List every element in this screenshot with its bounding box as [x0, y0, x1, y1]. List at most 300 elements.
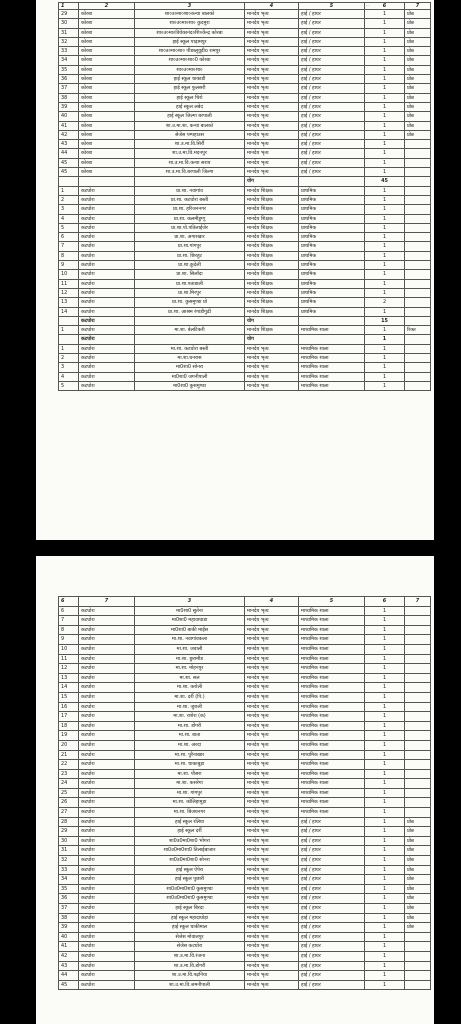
school-level-cell: हाई / हायर	[299, 904, 365, 914]
school-name-cell	[135, 316, 245, 325]
school-level-cell: माध्यमिक शाला	[299, 625, 365, 635]
block-cell: कटघोरा	[79, 270, 135, 279]
serial-no-cell: 16	[59, 702, 79, 712]
school-level-cell: हाई / हायर	[299, 942, 365, 952]
post-cell: मानदेय भृत्य	[245, 344, 299, 353]
remark-cell	[405, 344, 431, 353]
serial-no-cell: 32	[59, 37, 79, 46]
remark-cell	[405, 381, 431, 390]
post-cell: मानदेय भृत्य	[245, 817, 299, 827]
table-wrapper-2	[58, 596, 430, 990]
block-cell: कोरबा	[79, 65, 135, 74]
block-cell: कटघोरा	[79, 242, 135, 251]
remark-cell	[405, 177, 431, 186]
school-name-cell: शा0उ0मा0शा0 भोगरा	[135, 836, 245, 846]
table-row	[59, 149, 431, 158]
remark-cell	[405, 168, 431, 177]
school-name-cell: शा.उ.मा.वि.सिर्री	[135, 140, 245, 149]
serial-no-cell: 11	[59, 279, 79, 288]
count-cell: 1	[365, 980, 405, 990]
table-row	[59, 195, 431, 204]
school-name-cell: मा.शा. सल	[135, 673, 245, 683]
block-cell: कटघोरा	[79, 731, 135, 741]
school-level-cell: हाई / हायर	[299, 121, 365, 130]
table-row	[59, 251, 431, 260]
remark-cell	[405, 158, 431, 167]
remark-cell	[405, 683, 431, 693]
block-cell: कटघोरा	[79, 798, 135, 808]
school-level-cell	[299, 335, 365, 344]
school-name-cell: प्रा.शा. सिलाँदा	[135, 270, 245, 279]
post-cell: मानदेय भृत्य	[245, 130, 299, 139]
school-level-cell: प्राथमिक	[299, 288, 365, 297]
table-row	[59, 673, 431, 683]
school-name-cell: प्रा.शा. कटघोरा बस्ती	[135, 195, 245, 204]
remark-cell	[405, 788, 431, 798]
remark-cell: प्रोन्न	[405, 856, 431, 866]
post-cell: मानदेय भृत्य	[245, 102, 299, 111]
table-row	[59, 372, 431, 381]
block-cell: कटघोरा	[79, 788, 135, 798]
block-cell: कोरबा	[79, 19, 135, 28]
school-name-cell: मा.शा. जुराली	[135, 702, 245, 712]
school-name-cell	[135, 335, 245, 344]
count-cell: 1	[365, 112, 405, 121]
remark-cell	[405, 673, 431, 683]
school-level-cell: हाई / हायर	[299, 102, 365, 111]
serial-no-cell: 31	[59, 846, 79, 856]
block-cell: कटघोरा	[79, 827, 135, 837]
block-cell: कटघोरा	[79, 279, 135, 288]
block-cell: कटघोरा	[79, 702, 135, 712]
count-cell: 1	[365, 644, 405, 654]
table-row	[59, 798, 431, 808]
count-cell: 1	[365, 186, 405, 195]
school-level-cell: हाई / हायर	[299, 827, 365, 837]
table-row	[59, 856, 431, 866]
table-row	[59, 702, 431, 712]
school-name-cell: हाई स्कूल चिरो	[135, 93, 245, 102]
school-name-cell: सेजेस मोवालपुर	[135, 932, 245, 942]
table-row	[59, 205, 431, 214]
table-row	[59, 846, 431, 856]
post-cell: मानदेय भृत्य	[245, 381, 299, 390]
school-name-cell: मा.शा. डोंगरी	[135, 721, 245, 731]
school-name-cell: मा.शा. करोली	[135, 683, 245, 693]
header-cell-4: 4	[245, 3, 299, 10]
count-cell: 1	[365, 961, 405, 971]
post-cell: मानदेय भृत्य	[245, 616, 299, 626]
serial-no-cell: 20	[59, 740, 79, 750]
count-cell: 1	[365, 279, 405, 288]
school-name-cell: शा.उ.मा.वि.रंजना	[135, 951, 245, 961]
school-name-cell: हाई स्कूल चाकाडी	[135, 75, 245, 84]
school-level-cell: हाई / हायर	[299, 19, 365, 28]
post-cell: मानदेय भृत्य	[245, 740, 299, 750]
serial-no-cell: 30	[59, 19, 79, 28]
post-cell: मानदेय भृत्य	[245, 856, 299, 866]
remark-cell	[405, 298, 431, 307]
school-name-cell: मा.शा. अरदा	[135, 740, 245, 750]
school-level-cell: हाई / हायर	[299, 56, 365, 65]
count-cell: 1	[365, 37, 405, 46]
count-cell: 1	[365, 692, 405, 702]
count-cell: 1	[365, 205, 405, 214]
remark-cell	[405, 261, 431, 270]
school-name-cell: मा0शा0 सोनरा	[135, 363, 245, 372]
post-cell: मानदेय शिक्षक	[245, 195, 299, 204]
school-level-cell: माध्यमिक शाला	[299, 731, 365, 741]
serial-no-cell: 10	[59, 270, 79, 279]
count-cell: 1	[365, 654, 405, 664]
block-cell: कोरबा	[79, 28, 135, 37]
table-row	[59, 37, 431, 46]
count-cell: 1	[365, 288, 405, 297]
table-row	[59, 740, 431, 750]
school-level-cell: प्राथमिक	[299, 233, 365, 242]
serial-no-cell: 4	[59, 372, 79, 381]
post-cell: मानदेय भृत्य	[245, 865, 299, 875]
count-cell: 1	[365, 19, 405, 28]
serial-no-cell: 41	[59, 121, 79, 130]
school-name-cell: मा.शा. राशेरा (क)	[135, 712, 245, 722]
count-cell: 1	[365, 121, 405, 130]
post-cell: मानदेय शिक्षक	[245, 214, 299, 223]
remark-cell: प्रोन्न	[405, 913, 431, 923]
school-level-cell: हाई / हायर	[299, 84, 365, 93]
serial-no-cell: 43	[59, 140, 79, 149]
count-cell: 1	[365, 779, 405, 789]
table-row	[59, 644, 431, 654]
post-cell: मानदेय भृत्य	[245, 923, 299, 933]
school-level-cell: हाई / हायर	[299, 75, 365, 84]
count-cell: 1	[365, 242, 405, 251]
school-level-cell	[299, 316, 365, 325]
post-cell: मानदेय भृत्य	[245, 65, 299, 74]
remark-cell	[405, 779, 431, 789]
remark-cell	[405, 288, 431, 297]
count-cell: 1	[365, 149, 405, 158]
serial-no-cell: 6	[59, 233, 79, 242]
count-cell: 1	[365, 894, 405, 904]
table-row	[59, 363, 431, 372]
table-row	[59, 233, 431, 242]
count-cell: 1	[365, 788, 405, 798]
table-row	[59, 121, 431, 130]
block-cell: कटघोरा	[79, 923, 135, 933]
table-row	[59, 779, 431, 789]
serial-no-cell: 1	[59, 344, 79, 353]
school-level-cell: प्राथमिक	[299, 195, 365, 204]
post-cell: मानदेय भृत्य	[245, 913, 299, 923]
table-row	[59, 65, 431, 74]
serial-no-cell: 3	[59, 363, 79, 372]
serial-no-cell: 27	[59, 808, 79, 818]
school-name-cell: प्रा.शा.कुदेली	[135, 261, 245, 270]
remark-cell	[405, 363, 431, 372]
school-level-cell: हाई / हायर	[299, 149, 365, 158]
block-cell: कटघोरा	[79, 692, 135, 702]
post-cell: मानदेय भृत्य	[245, 961, 299, 971]
serial-no-cell: 1	[59, 186, 79, 195]
school-name-cell: शा.उ.मा.वि.डोंगरी	[135, 961, 245, 971]
remark-cell	[405, 279, 431, 288]
table-row	[59, 980, 431, 990]
block-cell: कोरबा	[79, 84, 135, 93]
school-level-cell: माध्यमिक शाला	[299, 808, 365, 818]
school-level-cell: हाई / हायर	[299, 817, 365, 827]
post-cell: मानदेय भृत्य	[245, 721, 299, 731]
school-level-cell: हाई / हायर	[299, 130, 365, 139]
school-level-cell: प्राथमिक	[299, 223, 365, 232]
table-row	[59, 177, 431, 186]
school-name-cell: मा.शा. कोलिहामुड़ा	[135, 798, 245, 808]
school-level-cell: माध्यमिक शाला	[299, 664, 365, 674]
table-row	[59, 731, 431, 741]
school-name-cell: मा.शा. पुरैनाखार	[135, 750, 245, 760]
school-level-cell: माध्यमिक शाला	[299, 326, 365, 335]
remark-cell: प्रोन्न	[405, 56, 431, 65]
serial-no-cell: 22	[59, 760, 79, 770]
serial-no-cell: 4	[59, 214, 79, 223]
school-name-cell: शा०उ०मा०शा०कन्या बालको	[135, 10, 245, 19]
remark-cell	[405, 750, 431, 760]
post-cell: मानदेय भृत्य	[245, 372, 299, 381]
school-level-cell: माध्यमिक शाला	[299, 635, 365, 645]
block-cell: कटघोरा	[79, 664, 135, 674]
block-cell: कटघोरा	[79, 846, 135, 856]
serial-no-cell: 5	[59, 223, 79, 232]
remark-cell: प्रोन्न	[405, 93, 431, 102]
remark-cell	[405, 644, 431, 654]
table-row	[59, 140, 431, 149]
remark-cell	[405, 316, 431, 325]
serial-no-cell: 44	[59, 971, 79, 981]
count-cell: 1	[365, 769, 405, 779]
table-row	[59, 894, 431, 904]
count-cell: 1	[365, 740, 405, 750]
school-name-cell: प्रा.शा.पताडाली	[135, 279, 245, 288]
post-cell: मानदेय भृत्य	[245, 827, 299, 837]
remark-cell	[405, 149, 431, 158]
school-level-cell: हाई / हायर	[299, 980, 365, 990]
count-cell: 1	[365, 140, 405, 149]
serial-no-cell: 39	[59, 923, 79, 933]
school-level-cell: प्राथमिक	[299, 298, 365, 307]
table-row	[59, 47, 431, 56]
remark-cell	[405, 606, 431, 616]
school-level-cell: प्राथमिक	[299, 214, 365, 223]
school-level-cell: हाई / हायर	[299, 112, 365, 121]
table-row	[59, 923, 431, 933]
serial-no-cell: 31	[59, 28, 79, 37]
remark-cell: प्रोन्न	[405, 47, 431, 56]
top-note: ...	[366, 2, 370, 7]
serial-no-cell: 25	[59, 788, 79, 798]
school-level-cell: माध्यमिक शाला	[299, 779, 365, 789]
table-row	[59, 721, 431, 731]
school-level-cell: हाई / हायर	[299, 37, 365, 46]
block-cell: कटघोरा	[79, 261, 135, 270]
school-level-cell: माध्यमिक शाला	[299, 344, 365, 353]
count-cell: 45	[365, 177, 405, 186]
block-cell: कटघोरा	[79, 307, 135, 316]
serial-no-cell: 34	[59, 875, 79, 885]
post-cell: योग	[245, 177, 299, 186]
count-cell: 1	[365, 335, 405, 344]
vacancy-table-2-body	[59, 597, 431, 990]
post-cell: मानदेय भृत्य	[245, 788, 299, 798]
remark-cell: प्रोन्न	[405, 923, 431, 933]
school-level-cell: प्राथमिक	[299, 270, 365, 279]
block-cell: कटघोरा	[79, 251, 135, 260]
school-level-cell: हाई / हायर	[299, 65, 365, 74]
remark-cell: प्रोन्न	[405, 846, 431, 856]
remark-cell: रिक्त	[405, 326, 431, 335]
post-cell: मानदेय भृत्य	[245, 654, 299, 664]
school-name-cell: सेजेस कटघोरा	[135, 942, 245, 952]
count-cell: 1	[365, 702, 405, 712]
count-cell: 15	[365, 316, 405, 325]
serial-no-cell: 36	[59, 894, 79, 904]
remark-cell: प्रोन्न	[405, 37, 431, 46]
remark-cell	[405, 223, 431, 232]
block-cell: कटघोरा	[79, 606, 135, 616]
post-cell: मानदेय भृत्य	[245, 664, 299, 674]
block-cell: कटघोरा	[79, 288, 135, 297]
count-cell: 1	[365, 712, 405, 722]
remark-cell	[405, 712, 431, 722]
table-row	[59, 654, 431, 664]
post-cell: मानदेय भृत्य	[245, 692, 299, 702]
post-cell: मानदेय भृत्य	[245, 75, 299, 84]
block-cell: कोरबा	[79, 121, 135, 130]
serial-no-cell: 21	[59, 750, 79, 760]
school-level-cell: हाई / हायर	[299, 93, 365, 102]
table-row	[59, 84, 431, 93]
post-cell: मानदेय भृत्य	[245, 798, 299, 808]
table-row	[59, 616, 431, 626]
post-cell: मानदेय भृत्य	[245, 635, 299, 645]
count-cell: 1	[365, 635, 405, 645]
count-cell: 1	[365, 307, 405, 316]
count-cell: 1	[365, 923, 405, 933]
post-cell: मानदेय भृत्य	[245, 702, 299, 712]
serial-no-cell: 3	[59, 205, 79, 214]
school-level-cell: माध्यमिक शाला	[299, 721, 365, 731]
school-level-cell: प्राथमिक	[299, 307, 365, 316]
school-name-cell: शा०उ०मा०शा० पीडब्लूयूडीo रामपुर	[135, 47, 245, 56]
block-cell: कटघोरा	[79, 344, 135, 353]
block-cell: कोरबा	[79, 10, 135, 19]
count-cell: 1	[365, 683, 405, 693]
block-cell: कटघोरा	[79, 316, 135, 325]
table-row	[59, 808, 431, 818]
serial-no-cell: 33	[59, 47, 79, 56]
school-name-cell: मा.शा. जवाली	[135, 644, 245, 654]
school-level-cell: माध्यमिक शाला	[299, 353, 365, 362]
serial-no-cell: 45	[59, 158, 79, 167]
block-cell: कटघोरा	[79, 363, 135, 372]
table-row	[59, 827, 431, 837]
block-cell: कोरबा	[79, 56, 135, 65]
table-row	[59, 307, 431, 316]
table-row	[59, 817, 431, 827]
count-cell: 2	[365, 298, 405, 307]
block-cell: कटघोरा	[79, 932, 135, 942]
count-cell: 1	[365, 233, 405, 242]
table-row	[59, 288, 431, 297]
serial-no-cell: 14	[59, 307, 79, 316]
count-cell: 1	[365, 353, 405, 362]
post-cell: मानदेय शिक्षक	[245, 251, 299, 260]
post-cell: मानदेय भृत्य	[245, 875, 299, 885]
count-cell: 1	[365, 10, 405, 19]
count-cell: 1	[365, 130, 405, 139]
school-name-cell: शा०उ०मा०शा०	[135, 65, 245, 74]
block-cell: कटघोरा	[79, 616, 135, 626]
table-row	[59, 112, 431, 121]
school-name-cell: शा.उ.मा.वि.बरपाली जिल्गा	[135, 168, 245, 177]
count-cell: 1	[365, 84, 405, 93]
serial-no-cell: 5	[59, 381, 79, 390]
post-cell: मानदेय शिक्षक	[245, 307, 299, 316]
serial-no-cell: 1	[59, 326, 79, 335]
school-level-cell: हाई / हायर	[299, 961, 365, 971]
count-cell: 1	[365, 942, 405, 952]
post-cell: मानदेय भृत्य	[245, 760, 299, 770]
school-name-cell: मा0शा0 महावाधाडा	[135, 616, 245, 626]
table-row	[59, 664, 431, 674]
serial-no-cell: 39	[59, 102, 79, 111]
block-cell: कटघोरा	[79, 769, 135, 779]
table-wrapper-1	[58, 2, 430, 391]
post-cell: मानदेय भृत्य	[245, 846, 299, 856]
remark-cell: प्रोन्न	[405, 19, 431, 28]
document-page-1	[36, 0, 434, 540]
school-name-cell: सेजेस पम्पहाउस	[135, 130, 245, 139]
post-cell: मानदेय भृत्य	[245, 93, 299, 102]
block-cell: कटघोरा	[79, 721, 135, 731]
remark-cell	[405, 971, 431, 981]
count-cell: 1	[365, 721, 405, 731]
school-level-cell: माध्यमिक शाला	[299, 769, 365, 779]
post-cell: मानदेय भृत्य	[245, 606, 299, 616]
table-row	[59, 606, 431, 616]
count-cell: 1	[365, 808, 405, 818]
table-row	[59, 750, 431, 760]
school-name-cell: हाई स्कूल चाकीमाल	[135, 923, 245, 933]
school-name-cell: मा0शा0 बाकी माईंस	[135, 625, 245, 635]
remark-cell	[405, 242, 431, 251]
remark-cell: प्रोन्न	[405, 121, 431, 130]
school-name-cell: मा.शा. कसरेगा	[135, 779, 245, 789]
post-cell: मानदेय भृत्य	[245, 836, 299, 846]
header-cell-7: 7	[405, 3, 431, 10]
school-level-cell: प्राथमिक	[299, 251, 365, 260]
serial-no-cell: 45	[59, 980, 79, 990]
serial-no-cell: 38	[59, 93, 79, 102]
post-cell: मानदेय शिक्षक	[245, 186, 299, 195]
post-cell: मानदेय भृत्य	[245, 673, 299, 683]
block-cell: कोरबा	[79, 130, 135, 139]
serial-no-cell: 10	[59, 644, 79, 654]
post-cell: मानदेय भृत्य	[245, 932, 299, 942]
table-row	[59, 951, 431, 961]
table-row	[59, 769, 431, 779]
block-cell: कटघोरा	[79, 214, 135, 223]
table-row	[59, 10, 431, 19]
